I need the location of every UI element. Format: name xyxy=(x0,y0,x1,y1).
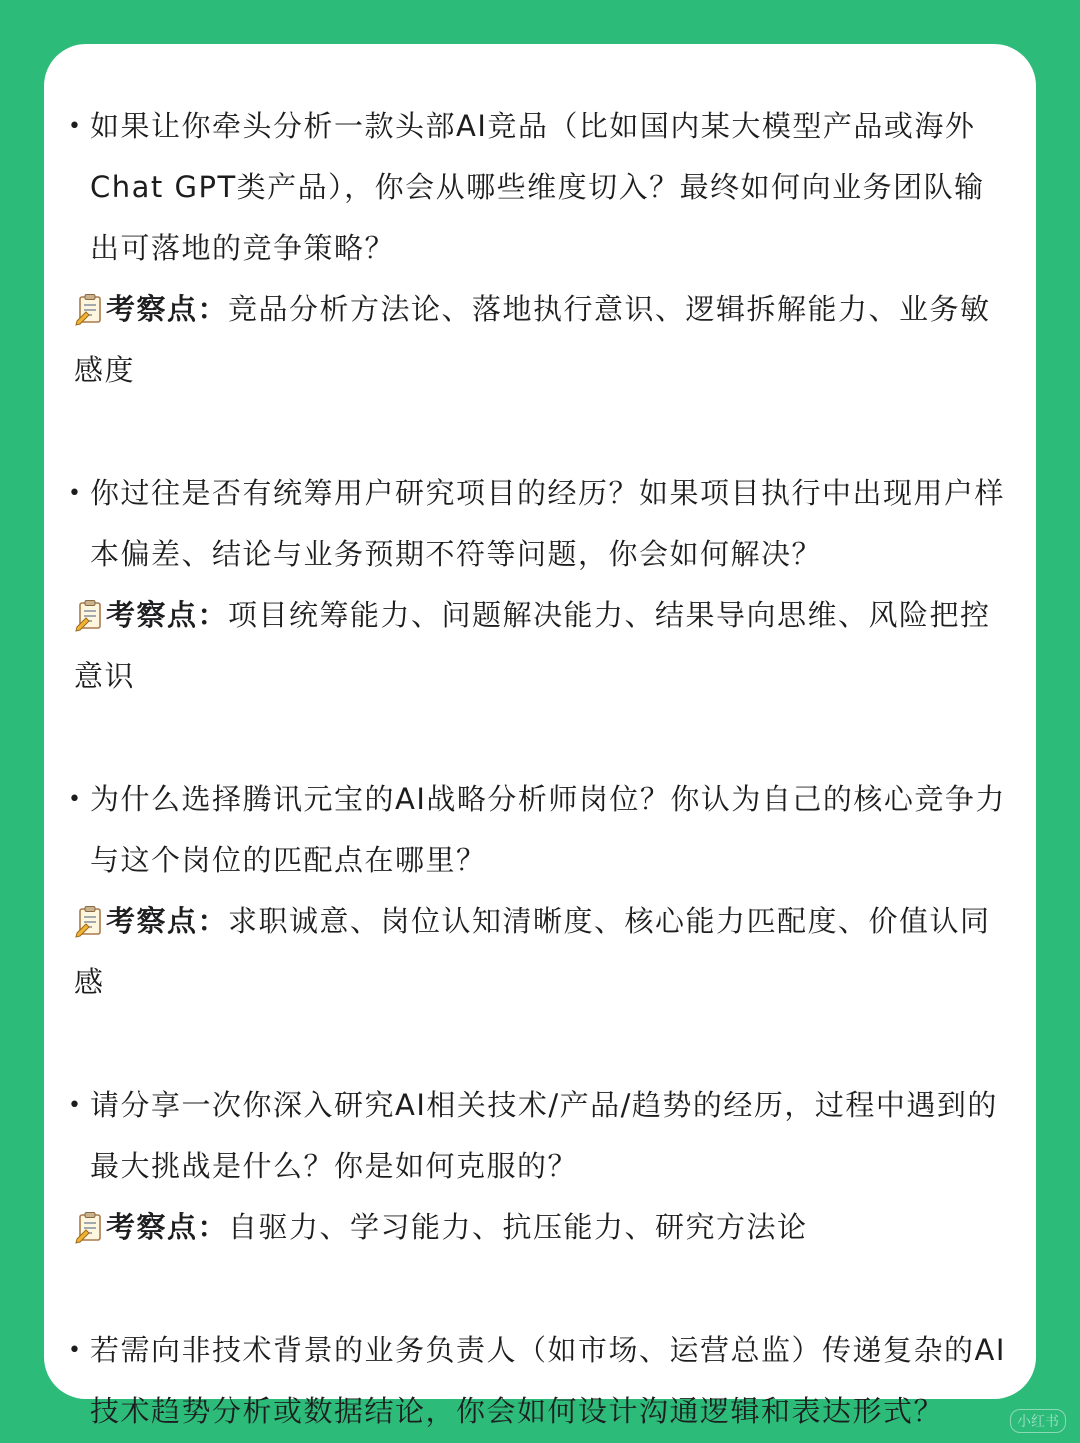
point-label: 考察点： xyxy=(106,904,229,938)
question-text: • 为什么选择腾讯元宝的AI战略分析师岗位？你认为自己的核心竞争力与这个岗位的匹配点在哪里？ xyxy=(74,769,1006,891)
question-text: • 请分享一次你深入研究AI相关技术/产品/趋势的经历，过程中遇到的最大挑战是什么？你是如何克服的？ xyxy=(74,1075,1006,1197)
assessment-point xyxy=(74,585,1006,707)
qa-item-4 xyxy=(68,1075,1006,1258)
content-card xyxy=(44,44,1036,1428)
qa-item-3 xyxy=(68,769,1006,1013)
point-label: 考察点： xyxy=(106,292,229,326)
bullet-dot: • xyxy=(68,787,83,812)
bullet-dot: • xyxy=(68,1093,83,1118)
qa-item-2 xyxy=(68,463,1006,707)
bullet-dot: • xyxy=(68,1338,83,1363)
assessment-point xyxy=(74,279,1006,401)
point-text: 自驱力、学习能力、抗压能力、研究方法论 xyxy=(228,1210,808,1244)
question-text: • 如果让你牵头分析一款头部AI竞品（比如国内某大模型产品或海外Chat GPT类产品），你会从哪些维度切入？最终如何向业务团队输出可落地的竞争策略？ xyxy=(74,96,1006,279)
memo-icon xyxy=(74,599,104,631)
question-text: • 你过往是否有统筹用户研究项目的经历？如果项目执行中出现用户样本偏差、结论与业务预期不符等问题，你会如何解决？ xyxy=(74,463,1006,585)
point-text: 竞品分析方法论、落地执行意识、逻辑拆解能力、业务敏感度 xyxy=(74,292,991,387)
memo-icon xyxy=(74,1211,104,1243)
watermark: 小红书 xyxy=(1010,1409,1066,1433)
memo-icon xyxy=(74,905,104,937)
point-label: 考察点： xyxy=(106,1210,229,1244)
point-text: 求职诚意、岗位认知清晰度、核心能力匹配度、价值认同感 xyxy=(74,904,991,999)
assessment-point xyxy=(74,891,1006,1013)
qa-item-1 xyxy=(68,96,1006,401)
bullet-dot: • xyxy=(68,481,83,506)
bullet-dot: • xyxy=(68,114,83,139)
point-label: 考察点： xyxy=(106,598,229,632)
point-text: 项目统筹能力、问题解决能力、结果导向思维、风险把控意识 xyxy=(74,598,991,693)
memo-icon xyxy=(74,293,104,325)
question-text: • 若需向非技术背景的业务负责人（如市场、运营总监）传递复杂的AI技术趋势分析或数据结论，你会如何设计沟通逻辑和表达形式？ xyxy=(74,1320,1006,1442)
assessment-point xyxy=(74,1197,1006,1258)
qa-item-5 xyxy=(68,1320,1006,1442)
